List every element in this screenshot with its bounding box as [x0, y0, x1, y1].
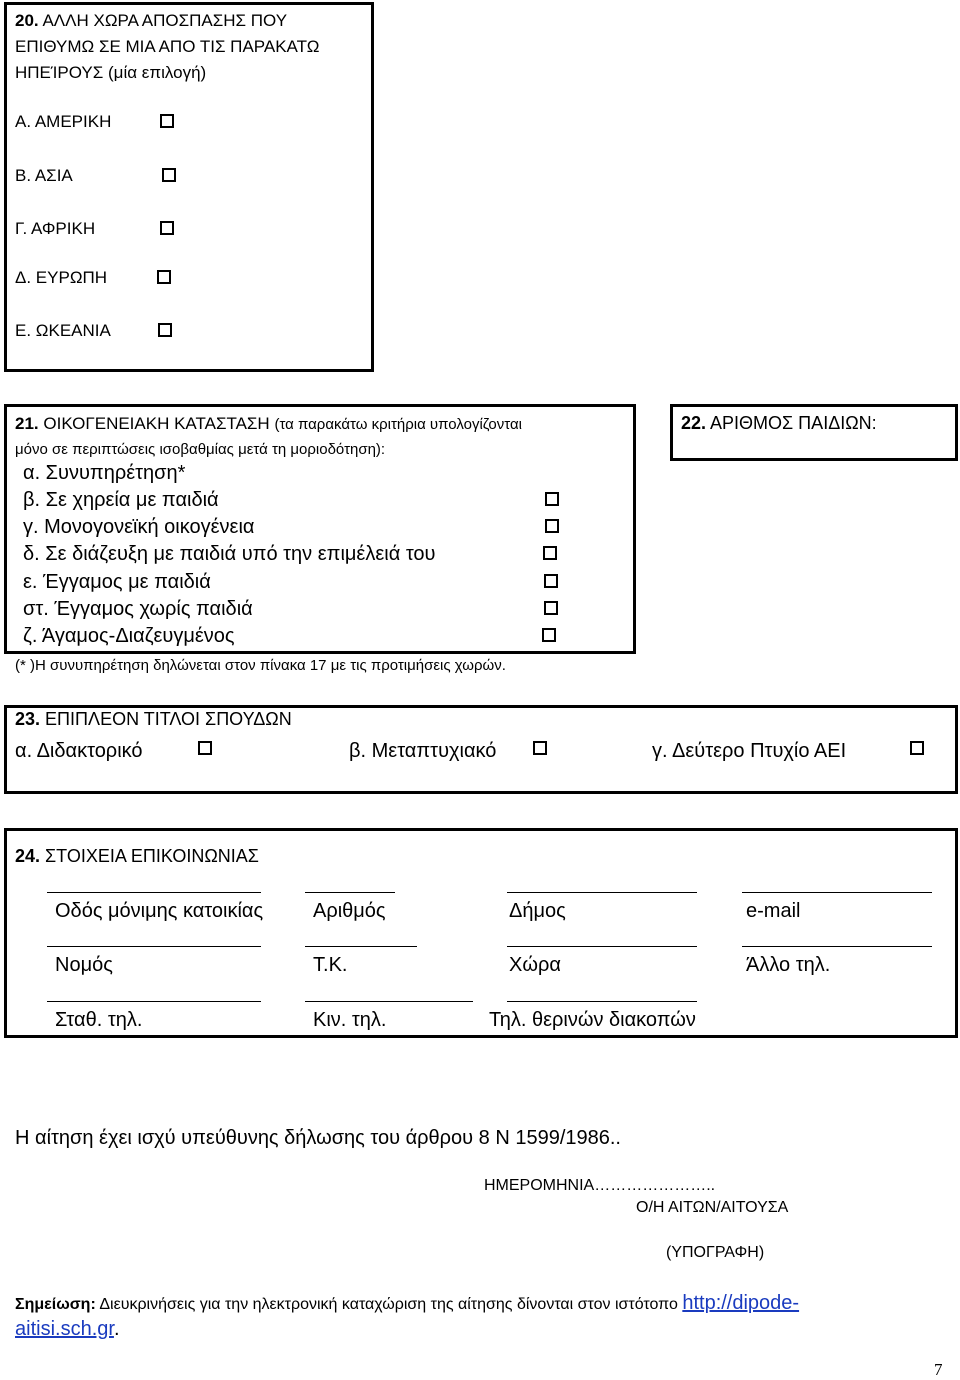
q21-option-st: στ. Έγγαμος χωρίς παιδιά	[23, 598, 253, 620]
summer-phone-label: Τηλ. θερινών διακοπών	[489, 1009, 696, 1031]
q20-title	[15, 8, 319, 86]
q21-checkbox-e[interactable]	[544, 574, 558, 588]
q21-checkbox-st[interactable]	[544, 601, 558, 615]
q21-title-note: (τα παρακάτω κριτήρια υπολογίζονται	[274, 416, 522, 433]
q20-checkbox-europe[interactable]	[157, 270, 171, 284]
q20-option-europe: Δ. ΕΥΡΩΠΗ	[15, 268, 108, 287]
other-phone-field[interactable]	[742, 946, 932, 947]
q21-option-b: β. Σε χηρεία με παιδιά	[23, 489, 219, 511]
q21-title-text: ΟΙΚΟΓΕΝΕΙΑΚΗ ΚΑΤΑΣΤΑΣΗ	[43, 414, 270, 433]
q24-number: 24.	[15, 846, 41, 866]
prefecture-label: Νομός	[55, 954, 113, 976]
q20-checkbox-asia[interactable]	[162, 168, 176, 182]
q23-option-second-degree: γ. Δεύτερο Πτυχίο ΑΕΙ	[652, 740, 847, 762]
declaration-text: Η αίτηση έχει ισχύ υπεύθυνης δήλωσης του άρθρου 8 Ν 1599/1986..	[15, 1127, 621, 1149]
q23-number: 23.	[15, 709, 41, 729]
q22-number: 22.	[681, 413, 707, 433]
q21-footnote: (* )Η συνυπηρέτηση δηλώνεται στον πίνακα 17 με τις προτιμήσεις χωρών.	[15, 657, 506, 674]
country-label: Χώρα	[509, 954, 561, 976]
country-field[interactable]	[507, 946, 697, 947]
municipality-label: Δήμος	[509, 900, 566, 922]
note-link[interactable]: http://dipode-	[682, 1292, 800, 1314]
q21-checkbox-z[interactable]	[542, 628, 556, 642]
q23-checkbox-second-degree[interactable]	[910, 741, 924, 755]
q23-title	[15, 709, 292, 730]
email-field[interactable]	[742, 892, 932, 893]
landline-field[interactable]	[47, 1001, 261, 1002]
landline-label: Σταθ. τηλ.	[55, 1009, 143, 1031]
q21-checkbox-b[interactable]	[545, 492, 559, 506]
q20-checkbox-africa[interactable]	[160, 221, 174, 235]
note-label: Σημείωση:	[15, 1296, 96, 1313]
q21-option-a: α. Συνυπηρέτηση*	[23, 462, 186, 484]
note-line2	[15, 1318, 120, 1341]
q22-title	[681, 413, 877, 434]
q23-option-masters: β. Μεταπτυχιακό	[349, 740, 497, 762]
prefecture-field[interactable]	[47, 946, 261, 947]
q20-number: 20.	[15, 11, 39, 30]
q24-title-text: ΣΤΟΙΧΕΙΑ ΕΠΙΚΟΙΝΩΝΙΑΣ	[45, 846, 259, 866]
note-text: Διευκρινήσεις για την ηλεκτρονική καταχώριση της αίτησης δίνονται στον ιστότοπο	[99, 1296, 678, 1313]
note-end: .	[113, 1318, 120, 1340]
mobile-label: Κιν. τηλ.	[313, 1009, 387, 1031]
street-field[interactable]	[47, 892, 261, 893]
street-label: Οδός μόνιμης κατοικίας	[55, 900, 264, 922]
q23-option-doctorate: α. Διδακτορικό	[15, 740, 143, 762]
q20-title-line2: ΕΠΙΘΥΜΩ ΣΕ ΜΙΑ ΑΠΟ ΤΙΣ ΠΑΡΑΚΑΤΩ	[15, 37, 320, 56]
number-label: Αριθμός	[313, 900, 386, 922]
q21-number: 21.	[15, 414, 39, 433]
mobile-field[interactable]	[305, 1001, 473, 1002]
municipality-field[interactable]	[507, 892, 697, 893]
q21-title-note2: μόνο σε περιπτώσεις ισοβαθμίας μετά τη μοριοδότηση):	[15, 441, 386, 458]
applicant-label: Ο/Η ΑΙΤΩΝ/ΑΙΤΟΥΣΑ	[636, 1199, 789, 1216]
q21-option-c: γ. Μονογονεϊκή οικογένεια	[23, 516, 255, 538]
q20-option-africa: Γ. ΑΦΡΙΚΗ	[15, 219, 96, 238]
q24-title	[15, 846, 259, 867]
q21-option-z: ζ. Άγαμος-Διαζευγμένος	[23, 625, 235, 647]
q21-checkbox-d[interactable]	[543, 546, 557, 560]
q21-checkbox-c[interactable]	[545, 519, 559, 533]
postal-code-label: Τ.Κ.	[313, 954, 348, 976]
q23-title-text: ΕΠΙΠΛΕΟΝ ΤΙΤΛΟΙ ΣΠΟΥΔΩΝ	[45, 709, 292, 729]
q22-title-text: ΑΡΙΘΜΟΣ ΠΑΙΔΙΩΝ:	[710, 413, 877, 433]
q21-title	[15, 414, 522, 434]
signature-label: (ΥΠΟΓΡΑΦΗ)	[666, 1244, 765, 1261]
q20-title-line3: ΗΠΕΊΡΟΥΣ (μία επιλογή)	[15, 63, 207, 82]
q21-option-d: δ. Σε διάζευξη με παιδιά υπό την επιμέλειά του	[23, 543, 436, 565]
page-number: 7	[934, 1360, 943, 1379]
q23-checkbox-masters[interactable]	[533, 741, 547, 755]
q20-option-oceania: Ε. ΩΚΕΑΝΙΑ	[15, 321, 111, 340]
postal-code-field[interactable]	[305, 946, 417, 947]
summer-phone-field[interactable]	[507, 1001, 697, 1002]
q21-option-e: ε. Έγγαμος με παιδιά	[23, 571, 211, 593]
number-field[interactable]	[305, 892, 395, 893]
note-line1	[15, 1292, 799, 1315]
date-label: ΗΜΕΡΟΜΗΝΙΑ…………………..	[484, 1177, 716, 1194]
q20-title-line1: ΑΛΛΗ ΧΩΡΑ ΑΠΟΣΠΑΣΗΣ ΠΟΥ	[42, 11, 288, 30]
q20-checkbox-america[interactable]	[160, 114, 174, 128]
note-link-continued[interactable]: aitisi.sch.gr	[15, 1318, 114, 1340]
other-phone-label: Άλλο τηλ.	[746, 954, 831, 976]
email-label: e-mail	[746, 900, 801, 922]
q20-checkbox-oceania[interactable]	[158, 323, 172, 337]
q20-option-america: Α. ΑΜΕΡΙΚΗ	[15, 112, 112, 131]
q20-option-asia: Β. ΑΣΙΑ	[15, 166, 73, 185]
q23-checkbox-doctorate[interactable]	[198, 741, 212, 755]
